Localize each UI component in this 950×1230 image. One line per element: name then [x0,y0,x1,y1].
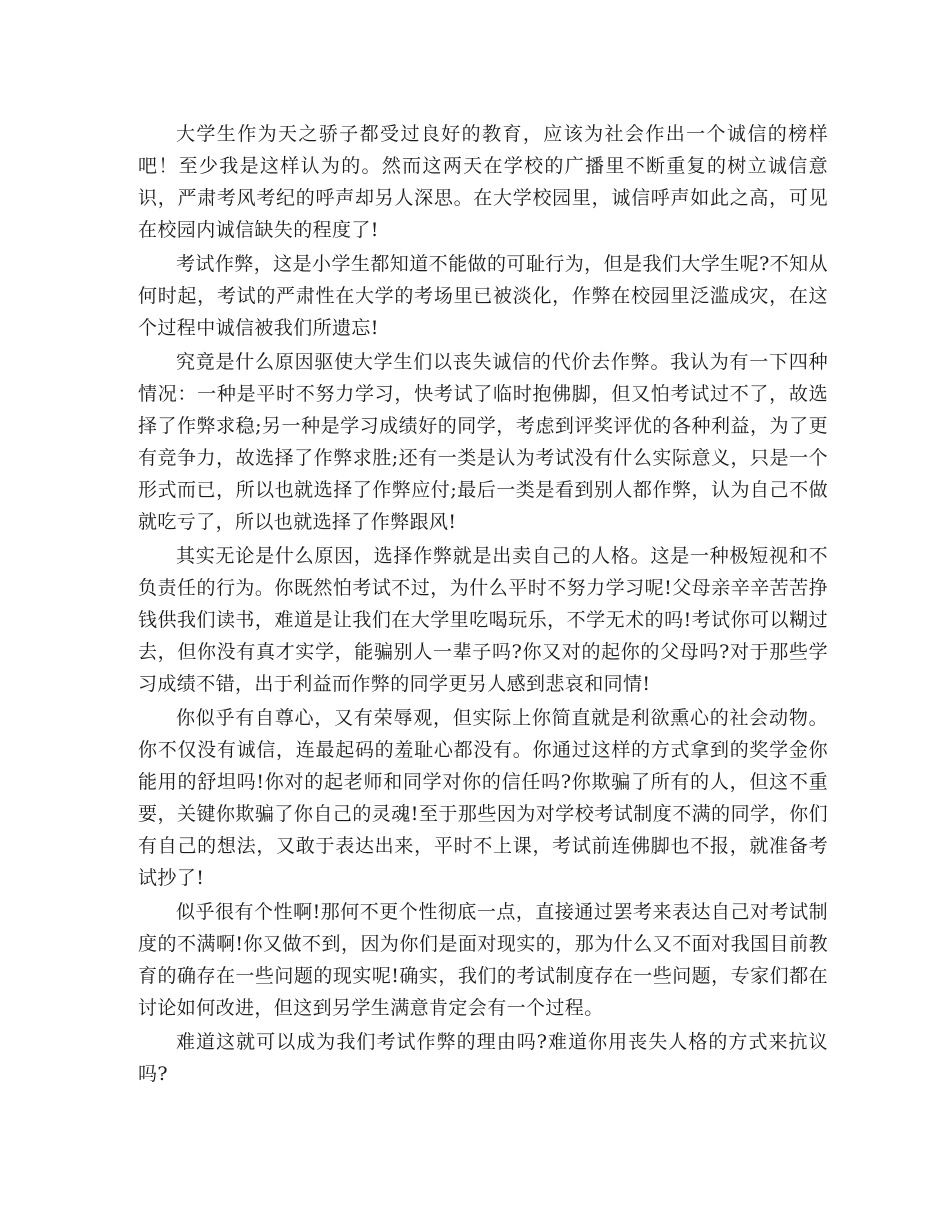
paragraph-3: 究竟是什么原因驱使大学生们以丧失诚信的代价去作弊。我认为有一下四种情况：一种是平时不努力学习，快考试了临时抱佛脚，但又怕考试过不了，故选择了作弊求稳;另一种是学习成绩好的同学，考虑到评奖评优的各种利益，为了更有竞争力，故选择了作弊求胜;还有一类是认为考试没有什么实际意义，只是一个形式而已，所以也就选择了作弊应付;最后一类是看到别人都作弊，认为自己不做就吃亏了，所以也就选择了作弊跟风! [138,351,828,533]
paragraph-2: 考试作弊，这是小学生都知道不能做的可耻行为，但是我们大学生呢?不知从何时起，考试的严肃性在大学的考场里已被淡化，作弊在校园里泛滥成灾，在这个过程中诚信被我们所遗忘! [138,253,828,339]
paragraph-6: 似乎很有个性啊!那何不更个性彻底一点，直接通过罢考来表达自己对考试制度的不满啊!你又做不到，因为你们是面对现实的，那为什么又不面对我国目前教育的确存在一些问题的现实呢!确实，我们的考试制度存在一些问题，专家们都在讨论如何改进，但这到另学生满意肯定会有一个过程。 [138,901,828,1019]
paragraph-5: 你似乎有自尊心，又有荣辱观，但实际上你简直就是利欲熏心的社会动物。你不仅没有诚信，连最起码的羞耻心都没有。你通过这样的方式拿到的奖学金你能用的舒坦吗!你对的起老师和同学对你的信任吗?你欺骗了所有的人，但这不重要，关键你欺骗了你自己的灵魂!至于那些因为对学校考试制度不满的同学，你们有自己的想法，又敢于表达出来，平时不上课，考试前连佛脚也不报，就准备考试抄了! [138,707,828,889]
paragraph-7: 难道这就可以成为我们考试作弊的理由吗?难道你用丧失人格的方式来抗议吗? [138,1031,828,1085]
document-body [138,118,828,1092]
paragraph-1: 大学生作为天之骄子都受过良好的教育，应该为社会作出一个诚信的榜样吧！至少我是这样认为的。然而这两天在学校的广播里不断重复的树立诚信意识，严肃考风考纪的呼声却另人深思。在大学校园里，诚信呼声如此之高，可见在校园内诚信缺失的程度了! [138,123,828,241]
paragraph-4: 其实无论是什么原因，选择作弊就是出卖自己的人格。这是一种极短视和不负责任的行为。你既然怕考试不过，为什么平时不努力学习呢!父母亲辛辛苦苦挣钱供我们读书，难道是让我们在大学里吃喝玩乐，不学无术的吗!考试你可以糊过去，但你没有真才实学，能骗别人一辈子吗?你又对的起你的父母吗?对于那些学习成绩不错，出于利益而作弊的同学更另人感到悲哀和同情! [138,545,828,695]
